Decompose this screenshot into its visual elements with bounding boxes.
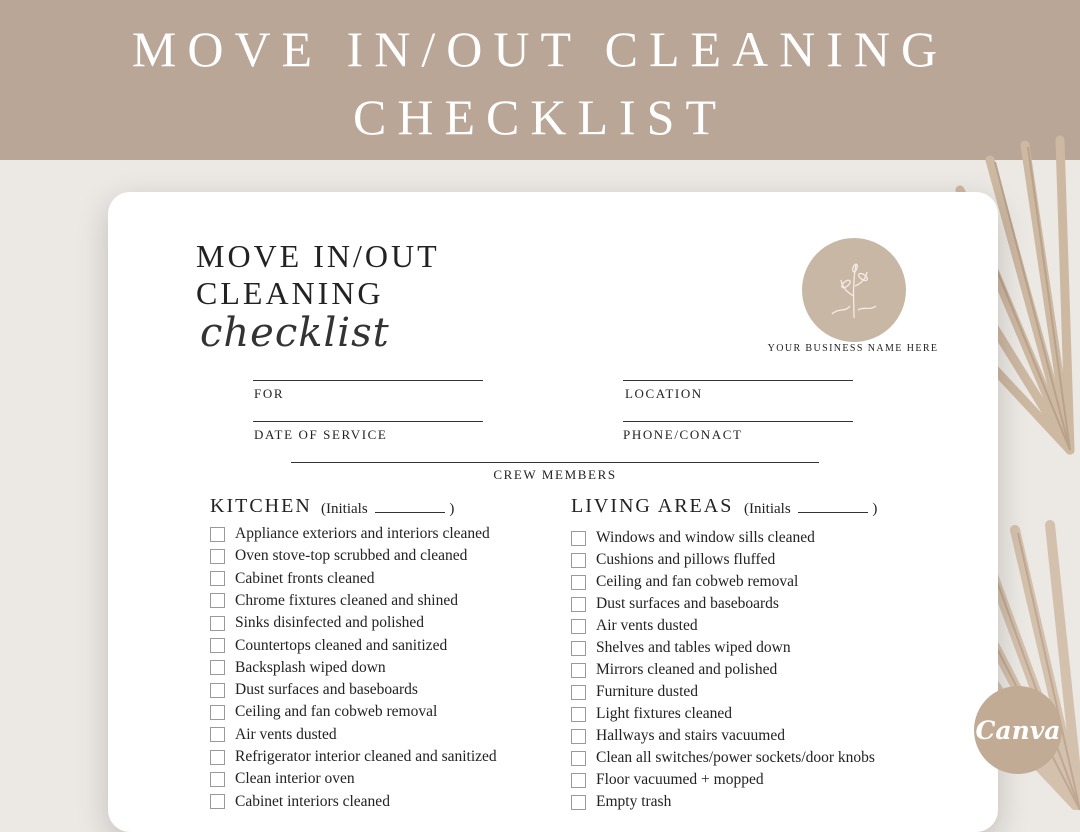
checkbox[interactable] xyxy=(210,571,225,586)
canva-badge: Canva xyxy=(974,686,1062,774)
checkbox[interactable] xyxy=(571,751,586,766)
checklist-item[interactable] xyxy=(210,703,437,721)
checkbox[interactable] xyxy=(571,531,586,546)
checklist-item[interactable] xyxy=(210,570,374,588)
checklist-item-label: Air vents dusted xyxy=(596,617,698,634)
checkbox[interactable] xyxy=(210,705,225,720)
initials-label: (Initials xyxy=(744,501,791,517)
location-label: LOCATION xyxy=(625,386,703,401)
checkbox[interactable] xyxy=(210,727,225,742)
checklist-item-label: Countertops cleaned and sanitized xyxy=(235,636,448,654)
checklist-item[interactable] xyxy=(571,771,764,789)
checkbox[interactable] xyxy=(571,641,586,656)
checklist-item[interactable] xyxy=(571,727,785,745)
for-label: FOR xyxy=(254,386,285,401)
initials-close: ) xyxy=(872,501,878,517)
checklist-item[interactable] xyxy=(571,617,698,635)
checklist-item[interactable] xyxy=(210,748,497,766)
checkbox[interactable] xyxy=(571,575,586,590)
living-initials xyxy=(744,500,877,518)
kitchen-initials-line[interactable] xyxy=(375,500,445,513)
checklist-item-label: Refrigerator interior cleaned and sanitized xyxy=(235,748,497,765)
checkbox[interactable] xyxy=(571,729,586,744)
checkbox[interactable] xyxy=(571,663,586,678)
checklist-item-label: Dust surfaces and baseboards xyxy=(596,595,779,612)
checklist-item-label: Ceiling and fan cobweb removal xyxy=(596,573,799,590)
checklist-item-label: Windows and window sills cleaned xyxy=(596,529,815,546)
checklist-item-label: Cabinet fronts cleaned xyxy=(235,569,375,587)
kitchen-title: KITCHEN xyxy=(210,495,312,517)
checklist-item-label: Oven stove-top scrubbed and cleaned xyxy=(235,547,468,565)
checklist-item[interactable] xyxy=(571,639,791,657)
banner-title-line2: CHECKLIST xyxy=(353,89,727,145)
checkbox[interactable] xyxy=(210,593,225,608)
living-areas-title: LIVING AREAS xyxy=(571,495,734,517)
leaf-sprig-icon xyxy=(824,256,884,322)
checklist-item-label: Air vents dusted xyxy=(235,725,337,743)
business-name: YOUR BUSINESS NAME HERE xyxy=(767,343,939,354)
checkbox[interactable] xyxy=(210,750,225,765)
kitchen-initials xyxy=(321,500,454,518)
checklist-item[interactable] xyxy=(210,592,458,610)
checklist-item[interactable] xyxy=(571,573,798,591)
checklist-item-label: Cushions and pillows fluffed xyxy=(596,551,776,568)
checkbox[interactable] xyxy=(571,597,586,612)
checkbox[interactable] xyxy=(571,795,586,810)
checklist-item-label: Empty trash xyxy=(596,793,672,810)
checklist-item-label: Ceiling and fan cobweb removal xyxy=(235,703,438,721)
phone-field-line[interactable] xyxy=(623,421,853,422)
checklist-item[interactable] xyxy=(210,726,337,744)
checklist-item[interactable] xyxy=(571,661,777,679)
checklist-item[interactable] xyxy=(571,705,732,723)
checklist-item[interactable] xyxy=(571,551,775,569)
checkbox[interactable] xyxy=(571,553,586,568)
date-of-service-label: DATE OF SERVICE xyxy=(254,427,388,442)
checkbox[interactable] xyxy=(210,772,225,787)
checklist-item-label: Sinks disinfected and polished xyxy=(235,614,424,632)
checklist-item[interactable] xyxy=(210,614,424,632)
checklist-item-label: Mirrors cleaned and polished xyxy=(596,661,778,678)
sheet-title-line2: CLEANING xyxy=(196,275,384,311)
business-logo xyxy=(802,238,906,342)
header-banner xyxy=(0,0,1080,160)
crew-field-line[interactable] xyxy=(291,462,819,463)
checklist-item-label: Floor vacuumed + mopped xyxy=(596,771,764,788)
checkbox[interactable] xyxy=(210,616,225,631)
checklist-item-label: Chrome fixtures cleaned and shined xyxy=(235,591,458,609)
checklist-item[interactable] xyxy=(210,525,490,543)
checklist-item-label: Light fixtures cleaned xyxy=(596,705,733,722)
checklist-item[interactable] xyxy=(210,681,418,699)
checkbox[interactable] xyxy=(571,773,586,788)
phone-label: PHONE/CONACT xyxy=(623,427,743,442)
for-field-line[interactable] xyxy=(253,380,483,381)
checklist-item-label: Cabinet interiors cleaned xyxy=(235,792,390,810)
checklist-item[interactable] xyxy=(210,547,467,565)
checklist-item-label: Hallways and stairs vacuumed xyxy=(596,727,785,744)
checkbox[interactable] xyxy=(210,683,225,698)
crew-members-label: CREW MEMBERS xyxy=(493,467,617,482)
checklist-item-label: Clean all switches/power sockets/door knobs xyxy=(596,749,875,766)
checklist-item-label: Shelves and tables wiped down xyxy=(596,639,791,656)
checklist-item[interactable] xyxy=(571,529,815,547)
checklist-item[interactable] xyxy=(210,659,386,677)
initials-close: ) xyxy=(449,501,455,517)
checkbox[interactable] xyxy=(571,619,586,634)
checkbox[interactable] xyxy=(210,794,225,809)
living-initials-line[interactable] xyxy=(798,500,868,513)
checklist-item-label: Dust surfaces and baseboards xyxy=(235,681,418,699)
initials-label: (Initials xyxy=(321,501,368,517)
checklist-item[interactable] xyxy=(571,595,779,613)
checkbox[interactable] xyxy=(210,549,225,564)
checklist-item[interactable] xyxy=(571,793,671,811)
banner-title-line1: MOVE IN/OUT CLEANING xyxy=(131,21,949,77)
checklist-item[interactable] xyxy=(210,793,390,811)
checklist-item-label: Appliance exteriors and interiors cleaned xyxy=(235,525,490,542)
checkbox[interactable] xyxy=(571,707,586,722)
location-field-line[interactable] xyxy=(623,380,853,381)
checklist-item-label: Clean interior oven xyxy=(235,770,355,788)
checklist-item-label: Furniture dusted xyxy=(596,683,699,700)
checkbox[interactable] xyxy=(210,660,225,675)
checklist-item-label: Backsplash wiped down xyxy=(235,658,386,676)
checkbox[interactable] xyxy=(571,685,586,700)
checkbox[interactable] xyxy=(210,527,225,542)
script-subtitle: checklist xyxy=(200,310,390,356)
checklist-item[interactable] xyxy=(571,749,875,767)
checkbox[interactable] xyxy=(210,638,225,653)
checklist-item[interactable] xyxy=(210,770,355,788)
date-field-line[interactable] xyxy=(253,421,483,422)
checklist-sheet xyxy=(108,192,998,832)
sheet-title-line1: MOVE IN/OUT xyxy=(196,238,440,274)
checklist-item[interactable] xyxy=(210,637,447,655)
checklist-item[interactable] xyxy=(571,683,698,701)
